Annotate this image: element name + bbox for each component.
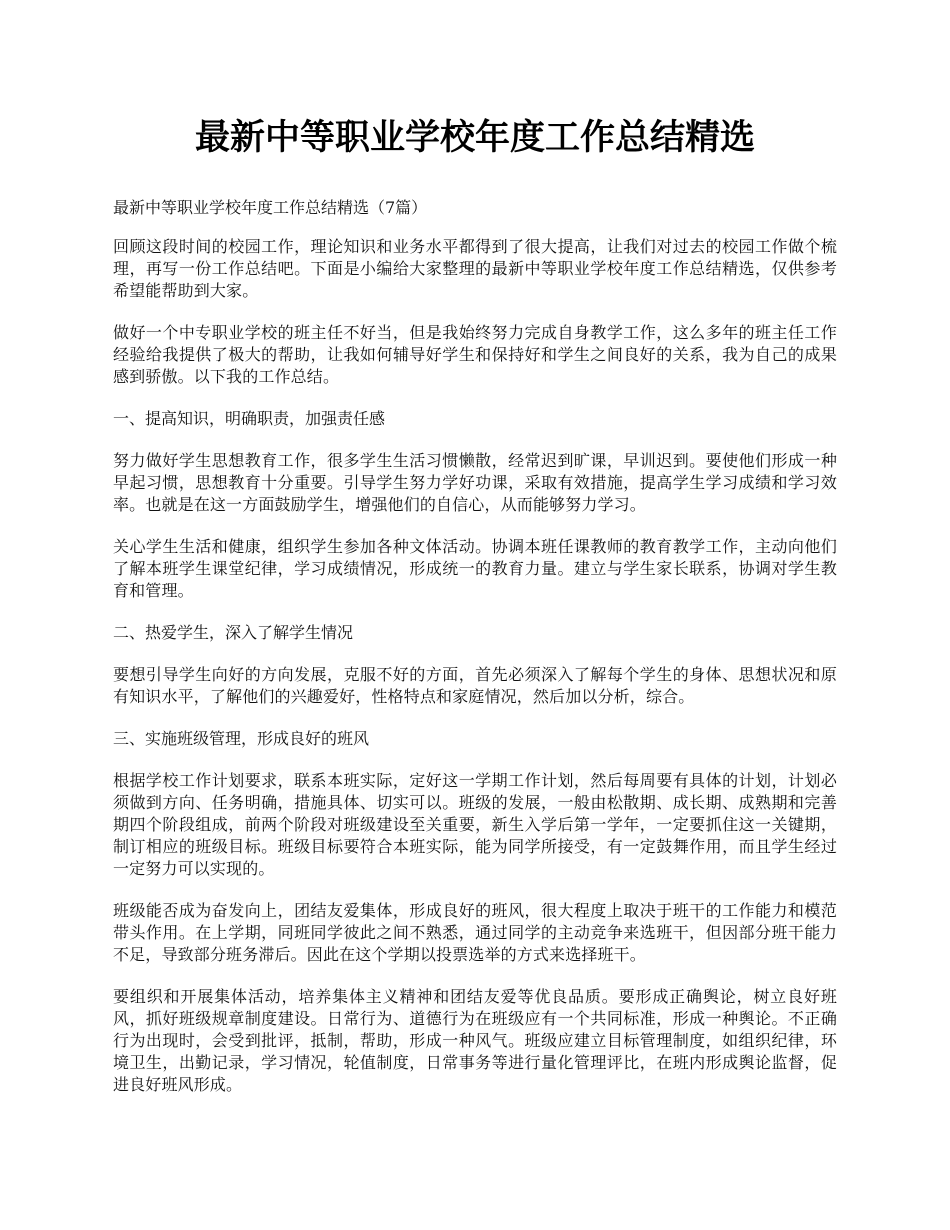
document-subtitle: 最新中等职业学校年度工作总结精选（7篇） [113,198,428,217]
paragraph-background: 做好一个中专职业学校的班主任不好当，但是我始终努力完成自身教学工作，这么多年的班主任工作经验给我提供了极大的帮助，让我如何辅导好学生和保持好和学生之间良好的关系，我为自己的成果感到骄傲。以下我的工作总结。 [113,323,837,386]
paragraph-section-1b: 关心学生生活和健康，组织学生参加各种文体活动。协调本班任课教师的教育教学工作，主动向他们了解本班学生课堂纪律，学习成绩情况，形成统一的教育力量。建立与学生家长联系，协调对学生教育和管理。 [113,537,837,600]
document-title: 最新中等职业学校年度工作总结精选 [194,117,755,158]
document-body [113,236,837,1096]
paragraph-section-3a: 根据学校工作计划要求，联系本班实际，定好这一学期工作计划，然后每周要有具体的计划，计划必须做到方向、任务明确，措施具体、切实可以。班级的发展，一般由松散期、成长期、成熟期和完善期四个阶段组成，前两个阶段对班级建设至关重要，新生入学后第一学年，一定要抓住这一关键期，制订相应的班级目标。班级目标要符合本班实际，能为同学所接受，有一定鼓舞作用，而且学生经过一定努力可以实现的。 [113,771,837,878]
paragraph-section-3b: 班级能否成为奋发向上，团结友爱集体，形成良好的班风，很大程度上取决于班干的工作能力和模范带头作用。在上学期，同班同学彼此之间不熟悉，通过同学的主动竞争来选班干，但因部分班干能力不足，导致部分班务滞后。因此在这个学期以投票选举的方式来选择班干。 [113,901,837,964]
section-heading-1: 一、提高知识，明确职责，加强责任感 [113,409,386,428]
paragraph-intro: 回顾这段时间的校园工作，理论知识和业务水平都得到了很大提高，让我们对过去的校园工作做个梳理，再写一份工作总结吧。下面是小编给大家整理的最新中等职业学校年度工作总结精选，仅供参考希望能帮助到大家。 [113,237,837,300]
paragraph-section-2: 要想引导学生向好的方向发展，克服不好的方面，首先必须深入了解每个学生的身体、思想状况和原有知识水平，了解他们的兴趣爱好，性格特点和家庭情况，然后加以分析，综合。 [113,665,837,706]
section-heading-3: 三、实施班级管理，形成良好的班风 [113,729,370,748]
paragraph-section-1a: 努力做好学生思想教育工作，很多学生生活习惯懒散，经常迟到旷课，早训迟到。要使他们形成一种早起习惯，思想教育十分重要。引导学生努力学好功课，采取有效措施，提高学生学习成绩和学习效率。也就是在这一方面鼓励学生，增强他们的自信心，从而能够努力学习。 [113,451,837,514]
section-heading-2: 二、热爱学生，深入了解学生情况 [113,623,354,642]
paragraph-section-3c: 要组织和开展集体活动，培养集体主义精神和团结友爱等优良品质。要形成正确舆论，树立良好班风，抓好班级规章制度建设。日常行为、道德行为在班级应有一个共同标准，形成一种舆论。不正确行为出现时，会受到批评，抵制，帮助，形成一种风气。班级应建立目标管理制度，如组织纪律，环境卫生，出勤记录，学习情况，轮值制度，日常事务等进行量化管理评比，在班内形成舆论监督，促进良好班风形成。 [113,987,837,1094]
